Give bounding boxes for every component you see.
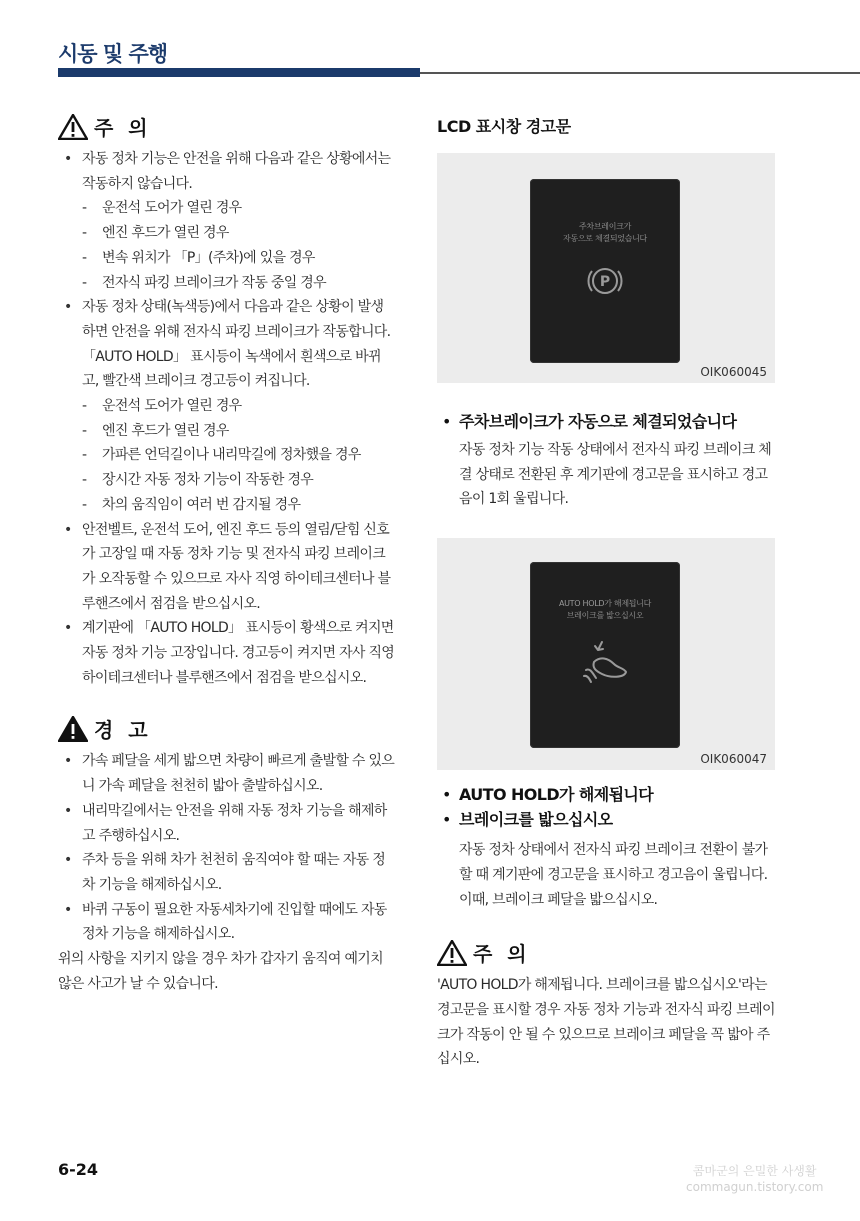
watermark bbox=[686, 1163, 823, 1195]
watermark-line: 콤마군의 은밀한 사생활 bbox=[692, 1164, 817, 1178]
warning-triangle-icon bbox=[58, 716, 88, 742]
bullet-title: • AUTO HOLD가 해제됩니다 bbox=[437, 782, 775, 807]
lcd-message-line: 브레이크를 밟으십시오 bbox=[566, 611, 644, 621]
lcd-screen bbox=[530, 562, 680, 748]
foot-on-pedal-icon bbox=[580, 638, 630, 688]
caution-list bbox=[58, 147, 396, 690]
header-rule bbox=[58, 68, 420, 77]
list-item: • 바퀴 구동이 필요한 자동세차기에 진입할 때에도 자동 정차 기능을 해제하십시오. bbox=[58, 898, 396, 947]
warning-title: 경 고 bbox=[94, 718, 152, 743]
figure-code: OIK060047 bbox=[700, 752, 767, 767]
sub-list bbox=[82, 394, 396, 518]
list-item: • 가속 페달을 세게 밟으면 차량이 빠르게 출발할 수 있으니 가속 페달을 천천히 밟아 출발하십시오. bbox=[58, 749, 396, 798]
sub-list-item: - 전자식 파킹 브레이크가 작동 중일 경우 bbox=[82, 271, 396, 296]
sub-list-item: - 운전석 도어가 열린 경우 bbox=[82, 394, 396, 419]
sub-list-item: - 엔진 후드가 열린 경우 bbox=[82, 419, 396, 444]
list-item-text: 자동 정차 기능은 안전을 위해 다음과 같은 상황에서는 작동하지 않습니다. bbox=[82, 151, 391, 192]
header-rule-thin bbox=[420, 72, 860, 74]
list-item bbox=[58, 295, 396, 517]
warning-triangle-icon bbox=[58, 114, 88, 140]
warning-header bbox=[58, 714, 396, 743]
warning-footer: 위의 사항을 지키지 않을 경우 차가 갑자기 움직여 예기치 않은 사고가 날 수 있습니다. bbox=[58, 951, 383, 992]
sub-list-item: - 가파른 언덕길이나 내리막길에 정차했을 경우 bbox=[82, 443, 396, 468]
caution-header bbox=[58, 112, 396, 141]
lcd-section-title: LCD 표시창 경고문 bbox=[437, 117, 571, 136]
left-column bbox=[58, 112, 396, 997]
caution-header bbox=[437, 938, 775, 967]
lcd-message-line: AUTO HOLD가 해제됩니다 bbox=[558, 599, 652, 609]
bullet-title-text: 브레이크를 밟으십시오 bbox=[459, 810, 613, 830]
bullet-body: 자동 정차 기능 작동 상태에서 전자식 파킹 브레이크 체결 상태로 전환된 후 계기판에 경고문을 표시하고 경고음이 1회 울립니다. bbox=[459, 442, 772, 508]
sub-list-item: - 장시간 자동 정차 기능이 작동한 경우 bbox=[82, 468, 396, 493]
right-column bbox=[437, 112, 775, 1072]
list-item: • 계기판에 「AUTO HOLD」 표시등이 황색으로 켜지면 자동 정차 기능 고장입니다. 경고등이 켜지면 자사 직영 하이테크센터나 블루핸즈에서 점검을 받으십시오. bbox=[58, 616, 396, 690]
caution-title: 주 의 bbox=[473, 942, 531, 967]
sub-list-item: - 엔진 후드가 열린 경우 bbox=[82, 221, 396, 246]
sub-list-item: - 운전석 도어가 열린 경우 bbox=[82, 196, 396, 221]
page-number: 6-24 bbox=[58, 1160, 99, 1179]
caution-body: 'AUTO HOLD가 해제됩니다. 브레이크를 밟으십시오'라는 경고문을 표시할 경우 자동 정차 기능과 전자식 파킹 브레이크가 작동이 안 될 수 있으므로 브레이크 페달을 꼭 밟아 주십시오. bbox=[437, 977, 775, 1068]
warning-list bbox=[58, 749, 396, 947]
lcd-screen bbox=[530, 179, 680, 363]
list-item bbox=[58, 147, 396, 295]
lcd-figure-parking-brake bbox=[437, 153, 775, 383]
sub-list-item: - 차의 움직임이 여러 번 감지될 경우 bbox=[82, 493, 396, 518]
bullet-parking-brake bbox=[437, 409, 775, 512]
bullet-auto-hold bbox=[437, 782, 775, 912]
sub-list-item: - 변속 위치가 「P」(주차)에 있을 경우 bbox=[82, 246, 396, 271]
list-item: • 주차 등을 위해 차가 천천히 움직여야 할 때는 자동 정차 기능을 해제하십시오. bbox=[58, 848, 396, 897]
bullet-title-line2 bbox=[437, 807, 775, 832]
lcd-figure-auto-hold bbox=[437, 538, 775, 770]
sub-list bbox=[82, 196, 396, 295]
list-item: • 내리막길에서는 안전을 위해 자동 정차 기능을 해제하고 주행하십시오. bbox=[58, 799, 396, 848]
lcd-message-line: 주차브레이크가 bbox=[579, 222, 631, 231]
svg-text:P: P bbox=[599, 274, 611, 290]
warning-triangle-icon bbox=[437, 940, 467, 966]
bullet-title: • 주차브레이크가 자동으로 체결되었습니다 bbox=[437, 409, 775, 434]
caution-title: 주 의 bbox=[94, 116, 152, 140]
list-item: • 안전벨트, 운전석 도어, 엔진 후드 등의 열림/닫힘 신호가 고장일 때 자동 정차 기능 및 전자식 파킹 브레이크가 오작동할 수 있으므로 자사 직영 하이테크센터나 블루핸즈에서 점검을 받으십시오. bbox=[58, 518, 396, 617]
bullet-body: 자동 정차 상태에서 전자식 파킹 브레이크 전환이 불가할 때 계기판에 경고문을 표시하고 경고음이 울립니다. 이때, 브레이크 페달을 밟으십시오. bbox=[459, 842, 768, 908]
watermark-line: commagun.tistory.com bbox=[686, 1180, 824, 1194]
figure-code: OIK060045 bbox=[700, 365, 767, 379]
section-title: 시동 및 주행 bbox=[58, 42, 168, 66]
lcd-message-line: 자동으로 체결되었습니다 bbox=[563, 234, 647, 243]
list-item-text: 자동 정차 상태(녹색등)에서 다음과 같은 상황이 발생하면 안전을 위해 전자식 파킹 브레이크가 작동합니다. 「AUTO HOLD」 표시등이 녹색에서 흰색으로 바뀌고, 빨간색 브레이크 경고등이 켜집니다. bbox=[82, 299, 391, 390]
parking-brake-icon bbox=[587, 263, 623, 303]
